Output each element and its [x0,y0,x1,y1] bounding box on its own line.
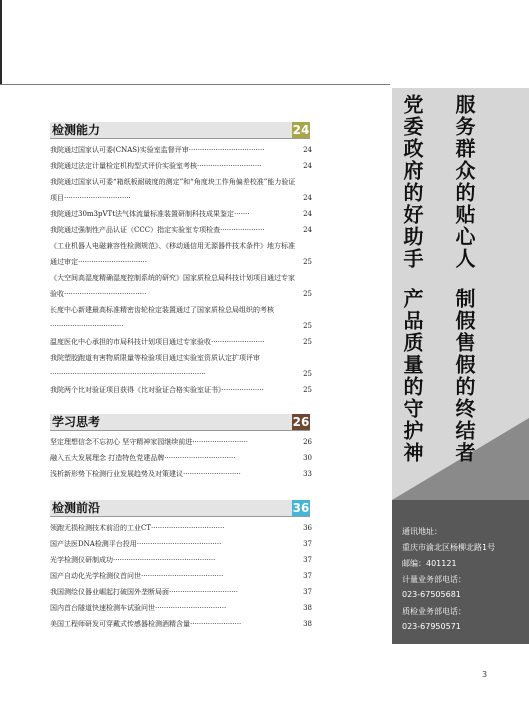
toc-entry[interactable]: 温度医化中心承担的市局科技计划项目通过专家验收························ 25 [50,338,312,346]
toc-entry[interactable]: 国内首台隧道快速检测车试验问世································ 38 [50,604,312,612]
toc-list-frontier [50,520,312,632]
toc-entry[interactable]: 坚定理想信念不忘初心 坚守精神家园继续前进························· 26 [50,438,312,446]
toc-list-study [50,434,312,482]
toc-entry[interactable]: 《大空间高湿度精确湿度控制系统的研究》国家质检总局科技计划项目通过专家验收····································· 25 [50,274,312,298]
toc-entry[interactable]: 我国测绘仪器业崛起打破国外垄断局面······························· 37 [50,588,312,596]
top-left-rule [0,0,2,84]
section-page-badge: 36 [292,501,310,515]
address-label: 通讯地址： [402,527,442,536]
toc-entry[interactable]: 我院通过法定计量检定机构型式评价实验室考核····························· 24 [50,162,312,170]
slogan-panel [392,88,529,500]
toc-entry[interactable]: 国产自动化光学检测仪首问世····································· 37 [50,572,312,580]
toc-entry[interactable]: 我院通过强制性产品认证（CCC）指定实验室专项检查···················· 24 [50,226,312,234]
toc-entry[interactable]: 我院通过30m3pVTt法气体流量标准装置研制科技成果鉴定······· 24 [50,210,312,218]
toc-entry[interactable]: 我院通过国家认可委“箱纸板耐破度的测定”和“角度块工作角偏差校准”能力验证项目······························ 24 [50,178,312,202]
section-header-frontier [50,500,310,517]
toc-entry[interactable]: 国产法医DNA检测平台投用······································ 37 [50,540,312,548]
address-value: 重庆市渝北区杨柳北路1号 [402,543,496,552]
section-header-study [50,414,310,431]
toc-entry[interactable]: 《工业机器人电磁兼容性检测规范》、《移动通信用无源器件技术条件》地方标准通过审定······························· 25 [50,242,312,266]
section-page-badge: 24 [292,123,310,137]
toc-entry[interactable]: 领跑无损检测技术前沿的工业CT································· 36 [50,524,312,532]
section-title: 检测能力 [52,123,101,137]
section-title: 学习思考 [52,415,101,429]
page-number: 3 [482,670,488,679]
toc-entry[interactable]: 浅析新形势下检测行业发展趋势及对策建议·························· 33 [50,470,312,478]
quality-phone: 023-67950571 [402,622,461,631]
toc-entry[interactable]: 长度中心新建最高标准精密齿轮检定装置通过了国家质检总局组织的考核································· 25 [50,306,312,330]
toc-entry[interactable]: 美国工程师研发可穿戴式传感器检测酒精含量······················· 38 [50,620,312,628]
section-title: 检测前沿 [52,501,101,515]
quality-phone-label: 质检业务部电话： [402,607,466,616]
toc-entry[interactable]: 我院通过国家认可委(CNAS)实验室监督评审·································· 24 [50,146,312,154]
toc-list-capability [50,142,312,398]
slogan-line-1: 服务群众的贴心人 [452,94,476,270]
toc-entry[interactable]: 光学检测仪研制成功·············································· 37 [50,556,312,564]
top-rule [0,84,390,85]
slogan-line-4: 产品质量的守护神 [400,288,424,464]
contact-panel [392,500,529,644]
section-page-badge: 26 [292,415,310,429]
toc-entry[interactable]: 融入五大发展理念 打造特色党建品牌································ 30 [50,454,312,462]
slogan-line-3: 制假售假的终结者 [452,288,476,464]
metrology-phone-label: 计量业务部电话： [402,575,466,584]
toc-entry[interactable]: 我院塑胶跑道有害物质限量等检验项目通过实验室资质认定扩项评审······································································ 25 [50,354,312,378]
slogan-line-2: 党委政府的好助手 [400,94,424,270]
section-header-capability [50,122,310,139]
toc-entry[interactable]: 我院两个比对验证项目获得《比对验证合格实验室证书》··················· 25 [50,386,312,394]
metrology-phone: 023-67505681 [402,590,461,599]
postcode: 邮编：401121 [402,559,457,568]
